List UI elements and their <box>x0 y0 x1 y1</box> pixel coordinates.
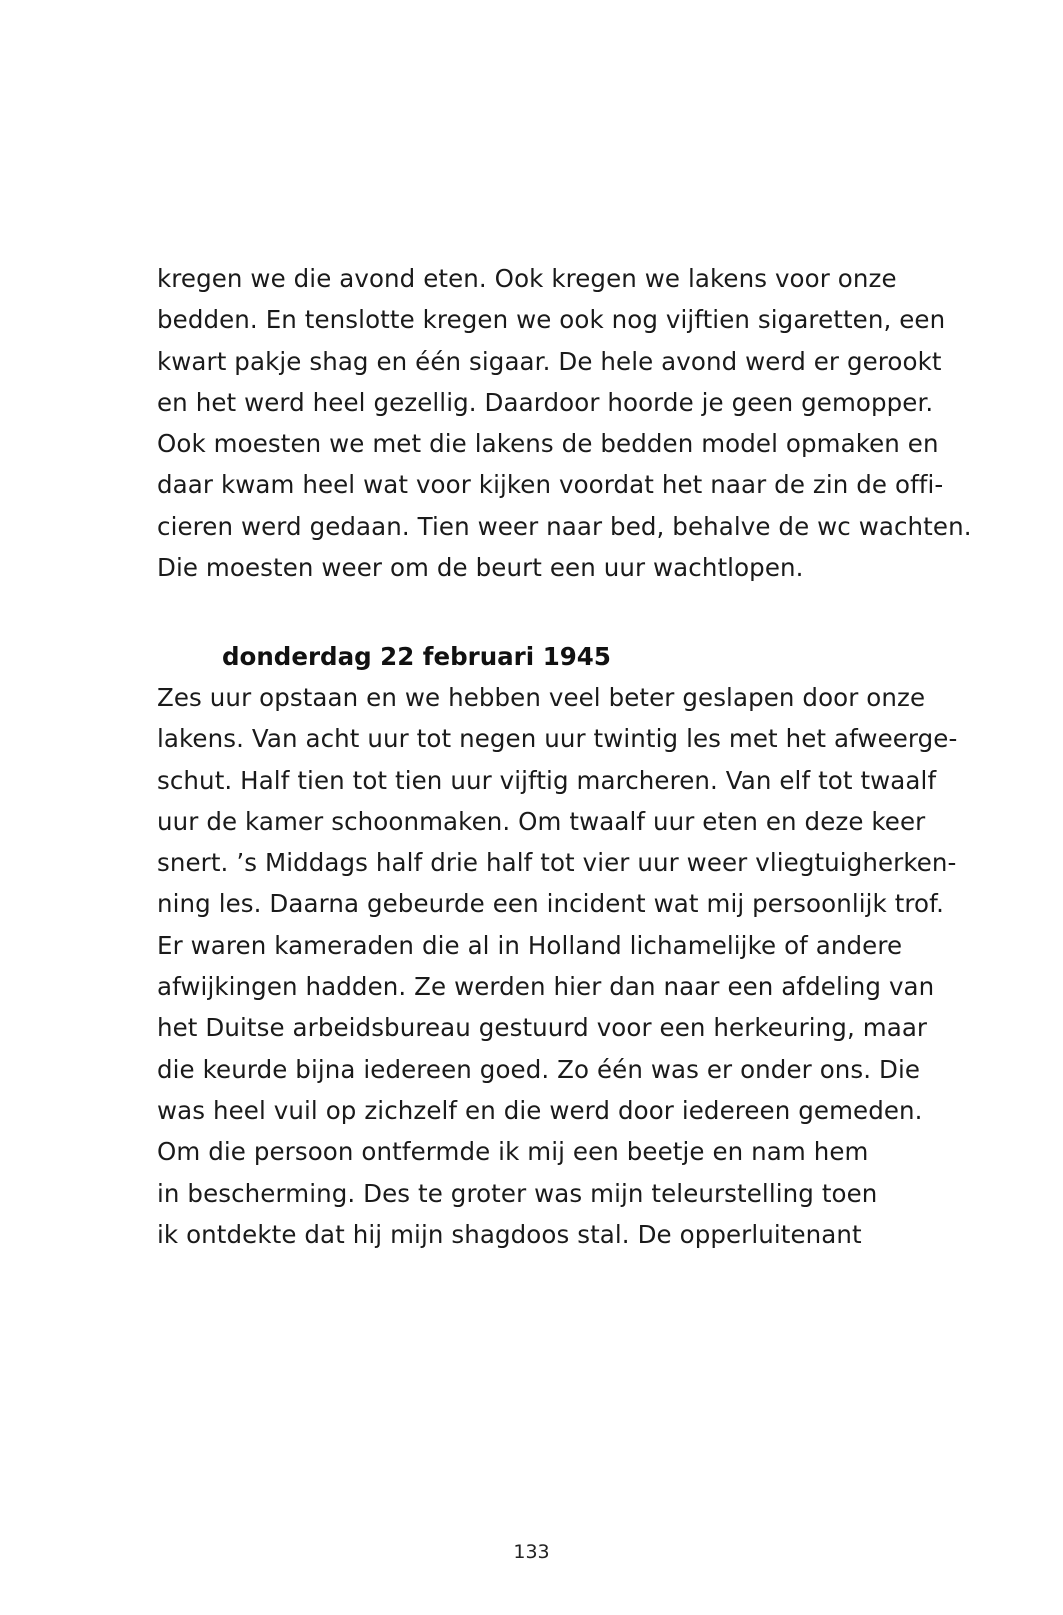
text-line: bedden. En tenslotte kregen we ook nog vijftien sigaretten, een <box>157 305 946 335</box>
paragraph-1 <box>157 258 1017 588</box>
text-line: was heel vuil op zichzelf en die werd door iedereen gemeden. <box>157 1095 923 1125</box>
text-line: het Duitse arbeidsbureau gestuurd voor een herkeuring, maar <box>157 1013 928 1043</box>
paragraph-2 <box>157 677 1017 1255</box>
text-line: die keurde bijna iedereen goed. Zo één was er onder ons. Die <box>157 1054 921 1084</box>
text-line: Die moesten weer om de beurt een uur wachtlopen. <box>157 553 804 583</box>
text-line: afwijkingen hadden. Ze werden hier dan naar een afdeling van <box>157 972 935 1002</box>
text-line: schut. Half tien tot tien uur vijftig marcheren. Van elf tot twaalf <box>157 765 937 795</box>
text-line: kregen we die avond eten. Ook kregen we lakens voor onze <box>157 264 897 293</box>
text-line: Er waren kameraden die al in Holland lichamelijke of andere <box>157 930 903 960</box>
text-line: uur de kamer schoonmaken. Om twaalf uur eten en deze keer <box>157 806 926 836</box>
text-line: Om die persoon ontfermde ik mij een beetje en nam hem <box>157 1137 869 1167</box>
text-line: ning les. Daarna gebeurde een incident wat mij persoonlijk trof. <box>157 889 944 919</box>
page-number: 133 <box>513 1541 550 1563</box>
text-line: lakens. Van acht uur tot negen uur twintig les met het afweerge- <box>157 724 958 754</box>
text-line: kwart pakje shag en één sigaar. De hele avond werd er gerookt <box>157 346 942 376</box>
diary-date-heading: donderdag 22 februari 1945 <box>222 642 611 671</box>
text-line: daar kwam heel wat voor kijken voordat het naar de zin de offi- <box>157 470 944 500</box>
text-line: cieren werd gedaan. Tien weer naar bed, behalve de wc wachten. <box>157 511 972 541</box>
text-line: Zes uur opstaan en we hebben veel beter geslapen door onze <box>157 683 926 712</box>
text-line: en het werd heel gezellig. Daardoor hoorde je geen gemopper. <box>157 387 934 417</box>
text-line: Ook moesten we met die lakens de bedden model opmaken en <box>157 429 939 459</box>
text-line: in bescherming. Des te groter was mijn teleurstelling toen <box>157 1178 878 1208</box>
text-line: ik ontdekte dat hij mijn shagdoos stal. De opperluitenant <box>157 1219 862 1249</box>
text-line: snert. ’s Middags half drie half tot vier uur weer vliegtuigherken- <box>157 848 957 878</box>
